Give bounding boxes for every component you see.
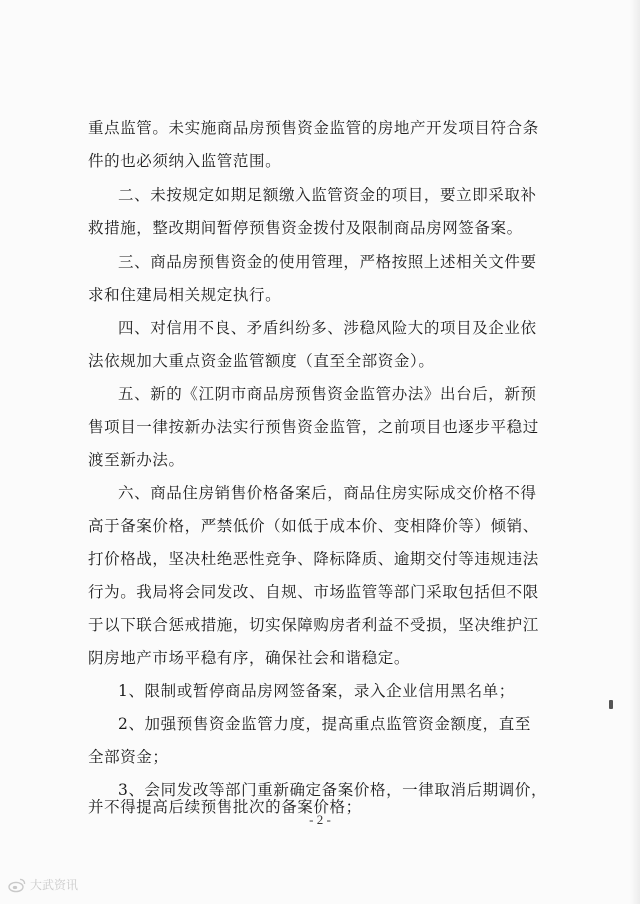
weibo-logo-icon [8, 877, 26, 893]
paragraph-line: 重点监管。未实施商品房预售资金监管的房地产开发项目符合条 [88, 119, 539, 137]
watermark-text: 大武资讯 [30, 878, 79, 892]
paragraph-line: 渡至新办法。 [88, 451, 185, 469]
page-number: - 2 - [309, 812, 331, 827]
paragraph-line: 件的也必须纳入监管范围。 [88, 152, 282, 170]
list-item-line: 3、会同发改等部门重新确定备案价格，一律取消后期调价， [118, 781, 548, 799]
paragraph-line: 售项目一律按新办法实行预售资金监管，之前项目也逐步平稳过 [88, 418, 539, 436]
paragraph-line: 救措施，整改期间暂停预售资金拨付及限制商品房网签备案。 [88, 219, 523, 237]
margin-mark [609, 700, 613, 709]
watermark [8, 876, 78, 893]
paragraph-line: 四、对信用不良、矛盾纠纷多、涉稳风险大的项目及企业依 [118, 319, 537, 337]
list-item-line: 并不得提高后续预售批次的备案价格； [88, 798, 362, 816]
paragraph-line: 于以下联合惩戒措施，切实保障购房者利益不受损，坚决维护江 [88, 616, 539, 634]
paragraph-line: 法依规加大重点资金监管额度（直至全部资金）。 [88, 352, 435, 370]
list-item-line: 全部资金； [88, 748, 169, 766]
paragraph-line: 二、未按规定如期足额缴入监管资金的项目，要立即采取补 [118, 186, 537, 204]
paragraph-line: 打价格战，坚决杜绝恶性竞争、降标降质、逾期交付等违规违法 [88, 550, 539, 568]
paragraph-line: 高于备案价格，严禁低价（如低于成本价、变相降价等）倾销、 [88, 517, 539, 535]
list-item-line: 1、限制或暂停商品房网签备案，录入企业信用黑名单； [118, 682, 515, 700]
page-edge-shadow [630, 0, 640, 904]
paragraph-line: 三、商品房预售资金的使用管理，严格按照上述相关文件要 [118, 253, 537, 271]
paragraph-line: 五、新的《江阴市商品房预售资金监管办法》出台后，新预 [118, 385, 537, 403]
paragraph-line: 六、商品住房销售价格备案后，商品住房实际成交价格不得 [118, 484, 537, 502]
paragraph-line: 行为。我局将会同发改、自规、市场监管等部门采取包括但不限 [88, 583, 539, 601]
list-item-line: 2、加强预售资金监管力度，提高重点监管资金额度，直至 [118, 715, 531, 733]
paragraph-line: 阴房地产市场平稳有序，确保社会和谐稳定。 [88, 649, 411, 667]
paragraph-line: 求和住建局相关规定执行。 [88, 286, 282, 304]
